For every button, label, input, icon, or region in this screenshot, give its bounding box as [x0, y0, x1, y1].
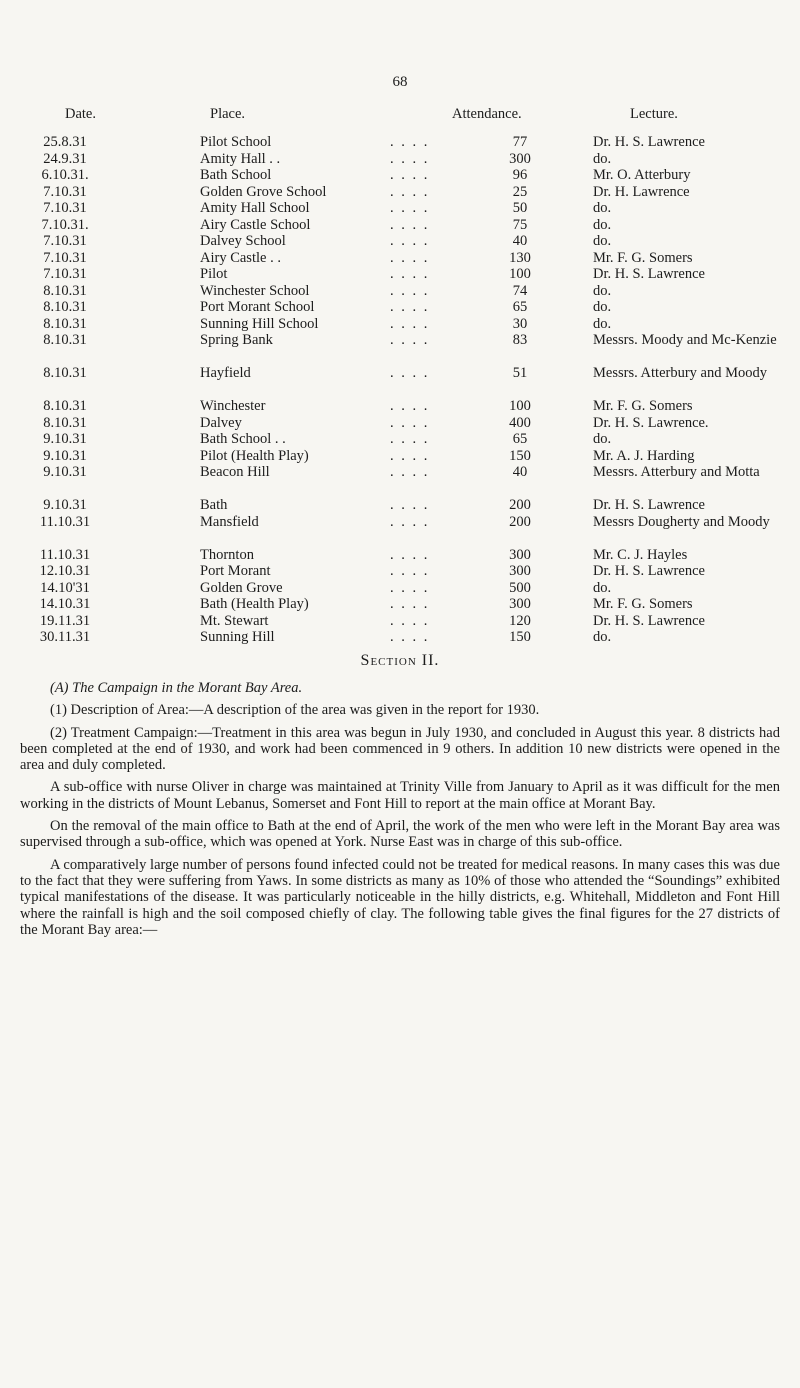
cell-place: Bath — [200, 497, 228, 513]
cell-place: Golden Grove School — [200, 183, 327, 200]
cell-lecture: Messrs Dougherty and Moody — [593, 513, 770, 530]
cell-attendance: 100 — [509, 398, 531, 414]
table-row — [20, 217, 780, 234]
cell-attendance: 150 — [509, 447, 531, 464]
cell-attendance: 400 — [509, 414, 531, 431]
cell-attendance: 200 — [509, 513, 531, 530]
cell-date: 7.10.31 — [43, 200, 87, 216]
leader-dots: . . . . — [390, 365, 430, 381]
leader-dots: . . . . — [390, 563, 430, 579]
cell-lecture: do. — [593, 200, 612, 216]
paragraph-3: A sub-office with nurse Oliver in charge was maintained at Trinity Ville from January to April as it was difficult for the men working in the districts of Mount Lebanus, Somerset and Font Hill to report at the main office at Morant Bay. — [20, 779, 780, 812]
cell-lecture: Dr. H. Lawrence — [593, 183, 690, 200]
cell-place: Pilot School — [200, 134, 272, 150]
section-body — [20, 680, 780, 944]
leader-dots: . . . . — [390, 299, 430, 315]
cell-place: Winchester — [200, 398, 266, 414]
cell-lecture: do. — [593, 299, 612, 315]
cell-place: Port Morant School — [200, 299, 315, 315]
cell-lecture: Dr. H. S. Lawrence — [593, 497, 705, 513]
table-row — [20, 464, 780, 497]
cell-place: Sunning Hill — [200, 629, 275, 645]
cell-date: 7.10.31 — [43, 249, 87, 266]
table-row — [20, 547, 780, 564]
leader-dots: . . . . — [390, 546, 430, 563]
cell-lecture: do. — [593, 150, 612, 167]
cell-lecture: do. — [593, 579, 612, 596]
table-row — [20, 563, 780, 580]
cell-date: 8.10.31 — [43, 332, 87, 348]
paragraph-5: A comparatively large number of persons found infected could not be treated for medical reasons. In many cases this was due to the fact that they were suffering from Yaws. In some districts as many as 10% of those who attended the “Soundings” exhibited typical manifestations of the disease. It was particularly noticeable in the hilly districts, e.g. Whitehall, Middleton and Font Hill where the rainfall is high and the soil composed chiefly of clay. The following table gives the final figures for the 27 districts of the Morant Bay area:— — [20, 856, 780, 938]
cell-attendance: 100 — [509, 266, 531, 282]
cell-date: 6.10.31. — [41, 167, 89, 183]
cell-attendance: 74 — [512, 282, 528, 299]
cell-place: Pilot — [200, 266, 228, 282]
cell-date: 7.10.31 — [43, 183, 87, 200]
cell-attendance: 120 — [509, 612, 531, 629]
cell-attendance: 300 — [509, 150, 531, 167]
leader-dots: . . . . — [390, 266, 430, 282]
cell-lecture: Messrs. Atterbury and Motta — [593, 464, 760, 480]
cell-lecture: Dr. H. S. Lawrence. — [593, 414, 709, 431]
leader-dots: . . . . — [390, 167, 430, 183]
leader-dots: . . . . — [390, 629, 430, 645]
table-header: Date. Place. Attendance. Lecture. — [65, 106, 678, 122]
table-row — [20, 580, 780, 597]
leader-dots: . . . . — [390, 150, 430, 167]
cell-place: Thornton — [200, 546, 254, 563]
leader-dots: . . . . — [390, 233, 430, 249]
table-row — [20, 250, 780, 267]
cell-date: 25.8.31 — [43, 134, 87, 150]
cell-date: 8.10.31 — [43, 282, 87, 299]
paragraph-1: (1) Description of Area:—A description of the area was given in the report for 1930. — [50, 702, 540, 719]
cell-attendance: 200 — [509, 497, 531, 513]
table-row — [20, 365, 780, 398]
cell-lecture: Messrs. Moody and Mc-Kenzie — [593, 332, 777, 348]
cell-date: 8.10.31 — [43, 299, 87, 315]
cell-attendance: 150 — [509, 629, 531, 645]
cell-lecture: do. — [593, 216, 612, 233]
cell-lecture: Messrs. Atterbury and Moody — [593, 365, 767, 381]
table-row — [20, 613, 780, 630]
leader-dots: . . . . — [390, 612, 430, 629]
cell-attendance: 65 — [512, 299, 528, 315]
paragraph-4: On the removal of the main office to Bath at the end of April, the work of the men who were left in the Morant Bay area was supervised through a sub-office, which was opened at York. Nurse East was in charge of this sub-office. — [20, 818, 780, 851]
cell-attendance: 77 — [512, 134, 528, 150]
cell-date: 7.10.31. — [41, 216, 89, 233]
table-row — [20, 167, 780, 184]
cell-date: 8.10.31 — [43, 365, 87, 381]
cell-attendance: 30 — [512, 315, 528, 332]
cell-date: 9.10.31 — [43, 464, 87, 480]
cell-place: Pilot (Health Play) — [200, 447, 309, 464]
cell-place: Sunning Hill School — [200, 315, 319, 332]
table-row — [20, 184, 780, 201]
cell-lecture: Dr. H. S. Lawrence — [593, 134, 705, 150]
leader-dots: . . . . — [390, 200, 430, 216]
cell-attendance: 40 — [512, 464, 528, 480]
table-row — [20, 200, 780, 217]
cell-date: 24.9.31 — [43, 150, 87, 167]
cell-attendance: 83 — [512, 332, 528, 348]
leader-dots: . . . . — [390, 596, 430, 612]
cell-place: Spring Bank — [200, 332, 273, 348]
cell-place: Airy Castle School — [200, 216, 311, 233]
cell-lecture: Mr. F. G. Somers — [593, 249, 693, 266]
cell-date: 9.10.31 — [43, 431, 87, 447]
table-row — [20, 398, 780, 415]
table-row — [20, 266, 780, 283]
cell-place: Amity Hall School — [200, 200, 310, 216]
cell-date: 11.10.31 — [39, 546, 91, 563]
cell-lecture: do. — [593, 282, 612, 299]
cell-place: Bath School — [200, 167, 272, 183]
cell-attendance: 300 — [509, 596, 531, 612]
subheading: (A) The Campaign in the Morant Bay Area. — [50, 680, 303, 696]
cell-attendance: 300 — [509, 563, 531, 579]
cell-date: 11.10.31 — [39, 513, 91, 530]
cell-lecture: do. — [593, 629, 612, 645]
leader-dots: . . . . — [390, 315, 430, 332]
table-row — [20, 431, 780, 448]
cell-attendance: 65 — [512, 431, 528, 447]
cell-attendance: 50 — [512, 200, 528, 216]
leader-dots: . . . . — [390, 183, 430, 200]
table-row — [20, 283, 780, 300]
cell-place: Winchester School — [200, 282, 310, 299]
cell-lecture: do. — [593, 431, 612, 447]
table-row — [20, 332, 780, 365]
page-number: 68 — [392, 74, 408, 90]
leader-dots: . . . . — [390, 414, 430, 431]
cell-attendance: 40 — [512, 233, 528, 249]
cell-attendance: 96 — [512, 167, 528, 183]
cell-lecture: Dr. H. S. Lawrence — [593, 563, 705, 579]
cell-attendance: 75 — [512, 216, 528, 233]
cell-place: Mansfield — [200, 513, 259, 530]
leader-dots: . . . . — [390, 513, 430, 530]
table-row — [20, 233, 780, 250]
table-row — [20, 134, 780, 151]
cell-place: Mt. Stewart — [200, 612, 269, 629]
cell-date: 14.10'31 — [40, 579, 90, 596]
cell-date: 8.10.31 — [43, 315, 87, 332]
cell-attendance: 130 — [509, 249, 531, 266]
leader-dots: . . . . — [390, 249, 430, 266]
cell-place: Hayfield — [200, 365, 251, 381]
cell-lecture: do. — [593, 233, 612, 249]
cell-attendance: 500 — [509, 579, 531, 596]
cell-place: Airy Castle . . — [200, 249, 281, 266]
table-row — [20, 151, 780, 168]
leader-dots: . . . . — [390, 497, 430, 513]
table-body — [20, 134, 780, 646]
cell-date: 7.10.31 — [43, 266, 87, 282]
cell-lecture: Mr. A. J. Harding — [593, 447, 695, 464]
table-row — [20, 497, 780, 514]
leader-dots: . . . . — [390, 398, 430, 414]
cell-date: 7.10.31 — [43, 233, 87, 249]
leader-dots: . . . . — [390, 464, 430, 480]
cell-date: 19.11.31 — [39, 612, 91, 629]
cell-attendance: 300 — [509, 546, 531, 563]
leader-dots: . . . . — [390, 447, 430, 464]
section-title: Section II. — [360, 652, 440, 669]
cell-attendance: 25 — [512, 183, 528, 200]
cell-date: 30.11.31 — [39, 629, 91, 645]
table-row — [20, 596, 780, 613]
cell-date: 14.10.31 — [39, 596, 91, 612]
cell-date: 12.10.31 — [39, 563, 91, 579]
cell-lecture: Mr. O. Atterbury — [593, 167, 691, 183]
table-row — [20, 514, 780, 547]
lecture-table — [20, 106, 780, 646]
cell-place: Amity Hall . . — [200, 150, 281, 167]
leader-dots: . . . . — [390, 282, 430, 299]
cell-place: Dalvey School — [200, 233, 286, 249]
cell-place: Beacon Hill — [200, 464, 270, 480]
leader-dots: . . . . — [390, 332, 430, 348]
table-row — [20, 415, 780, 432]
leader-dots: . . . . — [390, 216, 430, 233]
cell-place: Bath (Health Play) — [200, 596, 309, 612]
leader-dots: . . . . — [390, 579, 430, 596]
cell-date: 8.10.31 — [43, 398, 87, 414]
cell-lecture: Dr. H. S. Lawrence — [593, 612, 705, 629]
cell-lecture: Dr. H. S. Lawrence — [593, 266, 705, 282]
cell-lecture: do. — [593, 315, 612, 332]
cell-date: 9.10.31 — [43, 447, 87, 464]
leader-dots: . . . . — [390, 134, 430, 150]
paragraph-2: (2) Treatment Campaign:—Treatment in this area was begun in July 1930, and concluded in August this year. 8 districts had been completed at the end of 1930, and work had been commenced in 9 others. In addition 10 new districts were opened in the area and duly completed. — [20, 724, 780, 774]
table-row — [20, 629, 780, 646]
leader-dots: . . . . — [390, 431, 430, 447]
table-row — [20, 316, 780, 333]
cell-lecture: Mr. C. J. Hayles — [593, 546, 688, 563]
cell-place: Golden Grove — [200, 579, 283, 596]
cell-date: 9.10.31 — [43, 497, 87, 513]
cell-lecture: Mr. F. G. Somers — [593, 596, 693, 612]
cell-attendance: 51 — [512, 365, 528, 381]
cell-place: Bath School . . — [200, 431, 286, 447]
cell-date: 8.10.31 — [43, 414, 87, 431]
table-row — [20, 299, 780, 316]
table-row — [20, 448, 780, 465]
cell-place: Port Morant — [200, 563, 271, 579]
cell-place: Dalvey — [200, 414, 242, 431]
cell-lecture: Mr. F. G. Somers — [593, 398, 693, 414]
